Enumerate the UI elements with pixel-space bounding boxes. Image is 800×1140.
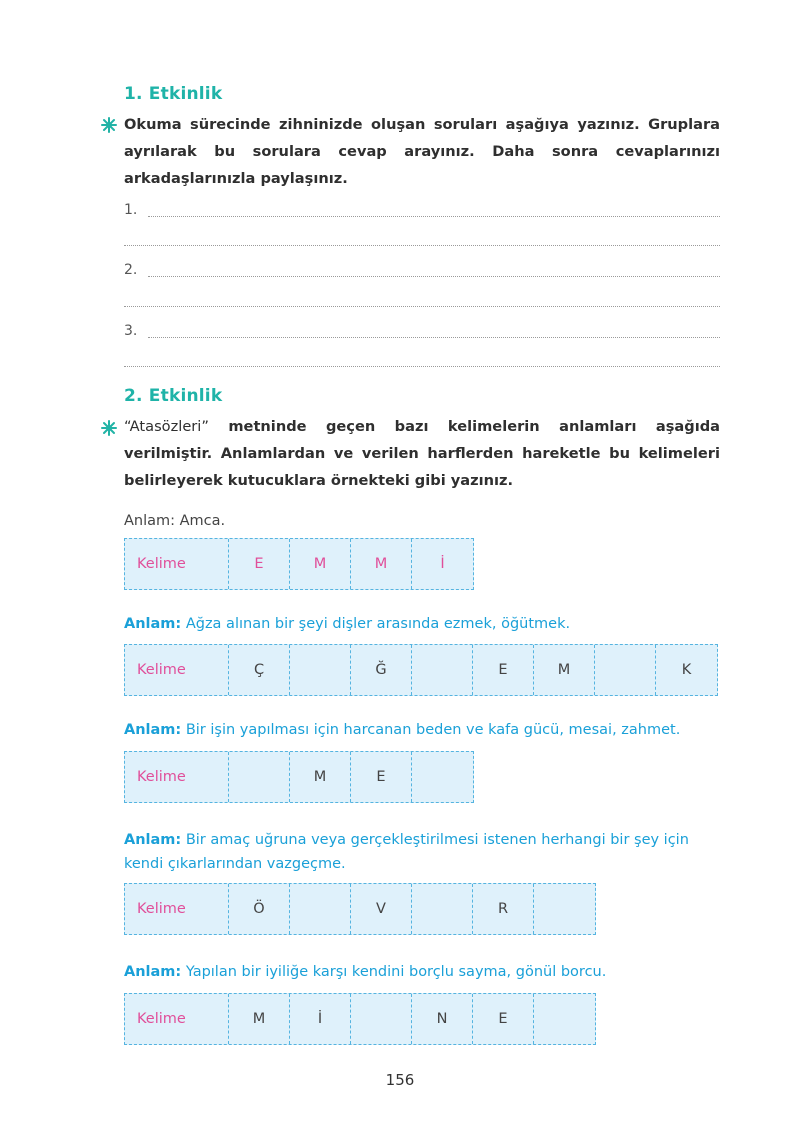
meaning-text: Bir amaç uğruna veya gerçekleştirilmesi istenen herhangi bir şey için kendi çıkarlarından vazgeçme. [124, 832, 689, 872]
letter-box[interactable]: M [290, 752, 351, 802]
letter-box[interactable] [351, 994, 412, 1044]
meaning-label: Anlam: [124, 832, 182, 848]
item-3-letter-grid [124, 883, 596, 935]
letter-box[interactable] [290, 645, 351, 695]
letter-box[interactable]: E [351, 752, 412, 802]
answer-number-2: 2. [124, 262, 138, 278]
answer-line[interactable] [124, 245, 720, 246]
letter-box[interactable] [412, 752, 473, 802]
item-3-meaning [124, 828, 724, 876]
star-bullet-icon [100, 419, 118, 437]
answer-line[interactable] [124, 306, 720, 307]
item-4-letter-grid [124, 993, 596, 1045]
answer-number-3: 3. [124, 323, 138, 339]
meaning-label: Anlam: [124, 616, 182, 632]
meaning-label: Anlam: [124, 722, 182, 738]
meaning-text: Ağza alınan bir şeyi dişler arasında ezmek, öğütmek. [181, 616, 571, 632]
item-1-letter-grid [124, 644, 718, 696]
letter-box[interactable] [534, 994, 595, 1044]
text-title-quote: “Atasözleri” [124, 418, 209, 435]
letter-box[interactable]: Ğ [351, 645, 412, 695]
letter-box[interactable] [595, 645, 656, 695]
letter-box: E [229, 539, 290, 589]
word-label-cell: Kelime [125, 539, 229, 589]
item-1-meaning [124, 612, 724, 636]
example-letter-grid [124, 538, 474, 590]
letter-box[interactable]: İ [290, 994, 351, 1044]
instruction-text: metninde geçen bazı kelimelerin anlamları aşağıda verilmiştir. Anlamlardan ve verilen harflerden hareketle bu kelimeleri belirleyerek kutucuklara örnekteki gibi yazınız. [124, 418, 720, 489]
example-meaning: Anlam: Amca. [124, 513, 226, 529]
item-2-letter-grid [124, 751, 474, 803]
letter-box[interactable]: Ç [229, 645, 290, 695]
meaning-label: Anlam: [124, 964, 182, 980]
letter-box[interactable] [290, 884, 351, 934]
letter-box: İ [440, 556, 445, 572]
letter-box[interactable] [534, 884, 595, 934]
star-bullet-icon [100, 116, 118, 134]
letter-box[interactable]: M [229, 994, 290, 1044]
letter-box[interactable]: K [681, 662, 692, 678]
letter-box[interactable] [229, 752, 290, 802]
letter-box: M [351, 539, 412, 589]
word-label-cell: Kelime [125, 645, 229, 695]
activity-1-instruction: Okuma sürecinde zihninizde oluşan soruları aşağıya yazınız. Gruplara ayrılarak bu sorulara cevap arayınız. Daha sonra cevaplarınızı arkadaşlarınızla paylaşınız. [124, 116, 720, 187]
meaning-text: Bir işin yapılması için harcanan beden ve kafa gücü, mesai, zahmet. [181, 722, 681, 738]
activity-2-title: 2. Etkinlik [124, 386, 223, 406]
page-number: 156 [385, 1071, 415, 1089]
letter-box[interactable]: N [412, 994, 473, 1044]
answer-number-1: 1. [124, 202, 138, 218]
answer-line[interactable] [124, 366, 720, 367]
word-label-cell: Kelime [125, 884, 229, 934]
item-2-meaning [124, 718, 724, 742]
answer-line[interactable] [148, 276, 720, 277]
word-label-cell: Kelime [125, 752, 229, 802]
word-label-cell: Kelime [125, 994, 229, 1044]
letter-box[interactable]: Ö [229, 884, 290, 934]
letter-box: M [290, 539, 351, 589]
letter-box[interactable]: E [473, 994, 534, 1044]
meaning-text: Yapılan bir iyiliğe karşı kendini borçlu sayma, gönül borcu. [181, 964, 607, 980]
letter-box[interactable]: V [351, 884, 412, 934]
activity-2-instruction [124, 413, 720, 494]
letter-box[interactable] [412, 884, 473, 934]
letter-box[interactable]: E [473, 645, 534, 695]
activity-1-title: 1. Etkinlik [124, 84, 223, 104]
letter-box[interactable]: R [473, 884, 534, 934]
letter-box[interactable] [412, 645, 473, 695]
item-4-meaning [124, 960, 724, 984]
letter-box[interactable]: M [534, 645, 595, 695]
answer-line[interactable] [148, 216, 720, 217]
answer-line[interactable] [148, 337, 720, 338]
